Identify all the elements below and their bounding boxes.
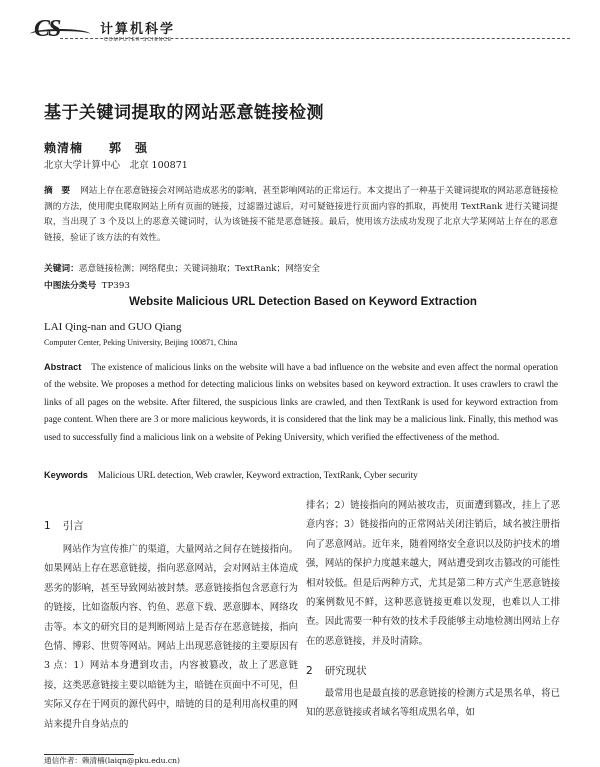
keywords-cn	[44, 262, 558, 274]
abstract-label-cn: 摘 要	[44, 186, 71, 196]
section-1-number: 1	[44, 520, 51, 532]
journal-name: 计算机科学	[100, 22, 176, 37]
keywords-en	[44, 470, 558, 480]
keywords-label-en: Keywords	[44, 470, 88, 480]
clc-label: 中图法分类号	[44, 281, 97, 291]
journal-logo-mark: CS	[34, 16, 60, 42]
paper-affiliation-en: Computer Center, Peking University, Beijing 100871, China	[44, 338, 238, 347]
section-1-title: 引言	[62, 520, 84, 532]
header-rule	[60, 38, 570, 39]
paper-authors-en: LAI Qing-nan and GUO Qiang	[44, 321, 182, 333]
abstract-label-en: Abstract	[44, 362, 82, 372]
keywords-text-en: Malicious URL detection, Web crawler, Keyword extraction, TextRank, Cyber security	[97, 470, 418, 480]
abstract-text-cn: 网站上存在恶意链接会对网站造成恶劣的影响，甚至影响网站的正常运行。本文提出了一种基于关键词提取的网站恶意链接检测的方法，使用爬虫爬取网站上所有页面的链接，过滤器过滤后，对可疑链接进行页面内容的抓取，再使用 TextRank 进行关键词提取，当出现了 3 个及以上的恶意关键词时，认为该链接不能是恶意链接。最后，使用该方法成功发现了北京大学某网站上存在的恶意链接，验证了该方法的有效性。	[44, 186, 559, 243]
clc-value: TP393	[101, 281, 130, 291]
abstract-text-en: The existence of malicious links on the website will have a bad influence on the website and even affect the normal operation of the website. We proposes a method for detecting malicious links on websites based on keyword extraction. It uses crawlers to crawl the links of all pages on the website. After filtered, the suspicious links are crawled, and then TextRank is used for keyword extraction from page content. When there are 3 or more malicious keywords, it is considered that the link may be a malicious link. Finally, this method was used to successfully find a malicious link on a website of Peking University, which verified the effectiveness of the method.	[44, 362, 558, 442]
clc-number	[44, 279, 130, 291]
section-2-number: 2	[306, 665, 313, 677]
section-2-body: 最常用也是最直接的恶意链接的检测方式是黑名单，将已知的恶意链接或者域名等组成黑名单，如	[306, 688, 560, 719]
abstract-en	[44, 359, 558, 446]
paper-authors-cn: 赖清楠 郭 强	[44, 141, 149, 155]
journal-logo	[34, 16, 184, 50]
abstract-cn	[44, 184, 558, 246]
keywords-label-cn: 关键词：	[44, 264, 79, 274]
section-1-body-continued: 排名；2）链接指向的网站被攻击，页面遭到篡改，挂上了恶意内容；3）链接指向的正常网站关闭注销后，域名被注册指向了恶意网站。近年来，随着网络安全意识以及防护技术的增强，网站的保护力度越来越大，网站遭受到攻击篡改的可能性相对较低。但是后两种方式，尤其是第二种方式产生恶意链接的案例数见不鲜，这种恶意链接更难以发现，也难以人工排查。因此需要一种有效的技术手段能够主动地检测出网站上存在的恶意链接，并及时清除。	[306, 500, 560, 647]
section-2-title: 研究现状	[324, 665, 367, 677]
footnote: 通信作者：赖清楠(laiqn@pku.edu.cn)	[44, 756, 180, 765]
section-1-body: 网站作为宣传推广的渠道，大量网站之间存在链接指向。如果网站上存在恶意链接，指向恶意网站，会对网站主体造成恶劣的影响，甚至导致网站被封禁。恶意链接指包含恶意行为的链接，比如盗版内容、钓鱼、恶意下载、恶意脚本、网络攻击等。本文的研究目的是判断网站上是否存在恶意链接，指向色情、博彩、世贸等网站。网站上出现恶意链接的主要原因有 3 点：1）网站本身遭到攻击，内容被篡改，故上了恶意链接，这类恶意链接主要以暗链为主，暗链在页面中不可见，但实际又存在于网页的源代码中，暗链的目的是利用高权重的网站来提升自身站点的	[44, 544, 298, 730]
section-1-heading	[44, 518, 84, 533]
paper-affiliation-cn: 北京大学计算中心 北京 100871	[44, 160, 188, 171]
paper-title-en: Website Malicious URL Detection Based on Keyword Extraction	[129, 296, 477, 308]
keywords-text-cn: 恶意链接检测；网络爬虫；关键词抽取；TextRank；网络安全	[78, 264, 320, 274]
section-2-heading	[306, 663, 367, 678]
paper-title-cn: 基于关键词提取的网站恶意链接检测	[44, 103, 324, 123]
journal-name-en: COMPUTER SCIENCE	[104, 37, 173, 43]
